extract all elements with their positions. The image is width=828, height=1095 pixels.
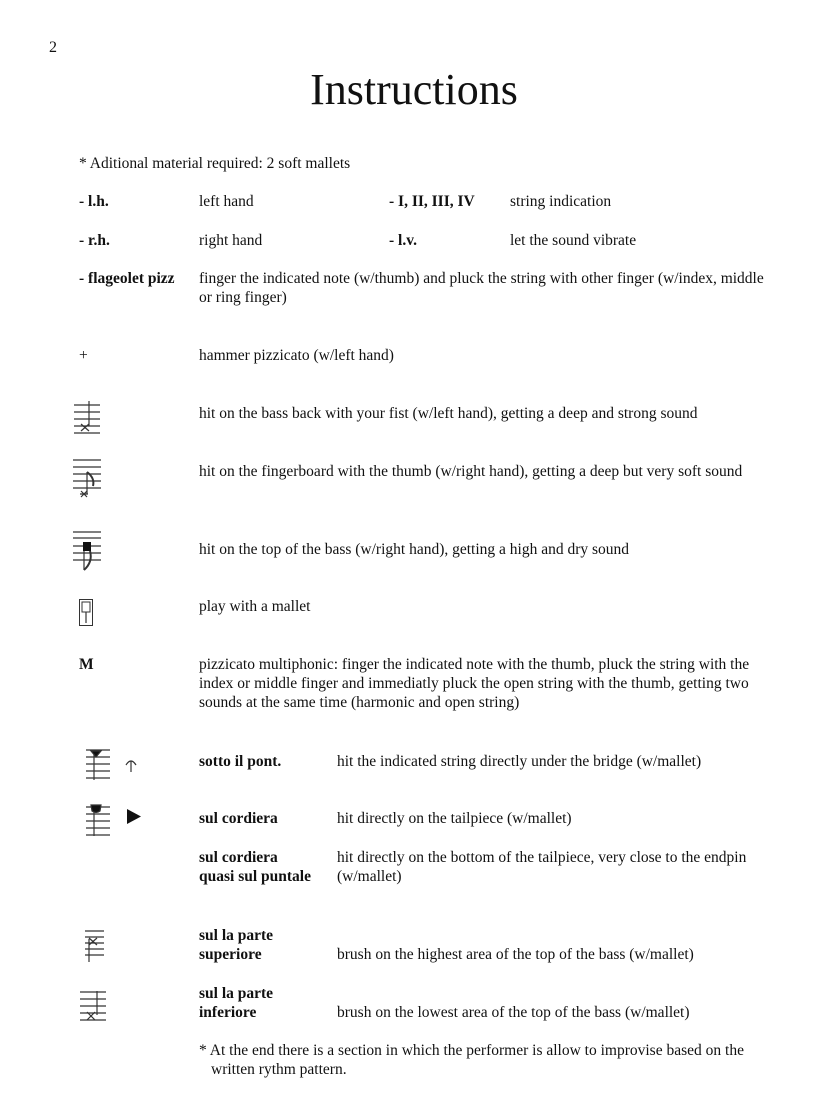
technique-term-line2: superiore — [199, 946, 262, 963]
technique-term — [199, 926, 273, 964]
technique-term-line1: sul la parte — [199, 927, 274, 944]
mallet-icon — [79, 599, 93, 626]
technique-description: hit the indicated string directly under the bridge (w/mallet) — [337, 753, 702, 770]
abbr-meaning-lv: let the sound vibrate — [510, 232, 637, 249]
technique-description: hit directly on the bottom of the tailpiece, very close to the endpin (w/mallet) — [337, 849, 747, 885]
sotto-il-pont-notation-icon — [86, 749, 110, 781]
symbol-description: play with a mallet — [199, 598, 311, 615]
additional-material-note: * Aditional material required: 2 soft mallets — [79, 155, 351, 172]
footer-note: * At the end there is a section in which the performer is allow to improvise based on the written rythm pattern. — [199, 1042, 744, 1078]
symbol-description: hammer pizzicato (w/left hand) — [199, 347, 394, 364]
abbr-term-flageolet: - flageolet pizz — [79, 270, 175, 287]
technique-term-line2: quasi sul puntale — [199, 868, 311, 885]
symbol-description: hit on the bass back with your fist (w/left hand), getting a deep and strong sound — [199, 405, 698, 422]
technique-term-line1: sul la parte — [199, 985, 274, 1002]
abbr-meaning-lh: left hand — [199, 193, 254, 210]
abbr-meaning-rh: right hand — [199, 232, 263, 249]
multiphonic-letter-icon: M — [79, 656, 94, 673]
brush-lower-notation-icon — [80, 990, 106, 1024]
sul-cordiera-notation-icon — [86, 804, 110, 836]
abbr-meaning-strings: string indication — [510, 193, 612, 210]
abbr-term-strings: - I, II, III, IV — [389, 193, 475, 210]
technique-term — [199, 848, 311, 886]
plus-sign-icon: + — [79, 347, 88, 364]
page-title: Instructions — [310, 65, 518, 114]
thumb-hit-notation-icon — [73, 458, 101, 500]
abbr-meaning-flageolet: finger the indicated note (w/thumb) and pluck the string with other finger (w/index, middle or ring finger) — [199, 270, 764, 306]
top-hit-notation-icon — [73, 530, 101, 572]
symbol-description: hit on the top of the bass (w/right hand), getting a high and dry sound — [199, 541, 630, 558]
technique-term-line2: inferiore — [199, 1004, 257, 1021]
technique-term — [199, 984, 273, 1022]
bridge-arrow-icon — [125, 757, 137, 773]
brush-upper-notation-icon — [82, 929, 106, 963]
technique-term-line1: sul cordiera — [199, 849, 278, 866]
page-number: 2 — [49, 39, 57, 56]
technique-term: sul cordiera — [199, 810, 278, 827]
symbol-description: pizzicato multiphonic: finger the indicated note with the thumb, pluck the string with the index or middle finger and immediatly pluck the open string with the thumb, getting two sounds at the same time (harmonic and open string) — [199, 656, 750, 711]
fist-hit-notation-icon — [74, 400, 100, 434]
technique-description: brush on the highest area of the top of the bass (w/mallet) — [337, 946, 694, 963]
technique-description: hit directly on the tailpiece (w/mallet) — [337, 810, 572, 827]
triangle-right-icon — [127, 809, 141, 824]
abbr-term-lh: - l.h. — [79, 193, 109, 210]
abbr-term-rh: - r.h. — [79, 232, 110, 249]
abbr-term-lv: - l.v. — [389, 232, 417, 249]
technique-description: brush on the lowest area of the top of the bass (w/mallet) — [337, 1004, 690, 1021]
technique-term: sotto il pont. — [199, 753, 282, 770]
symbol-description: hit on the fingerboard with the thumb (w/right hand), getting a deep but very soft sound — [199, 463, 743, 480]
